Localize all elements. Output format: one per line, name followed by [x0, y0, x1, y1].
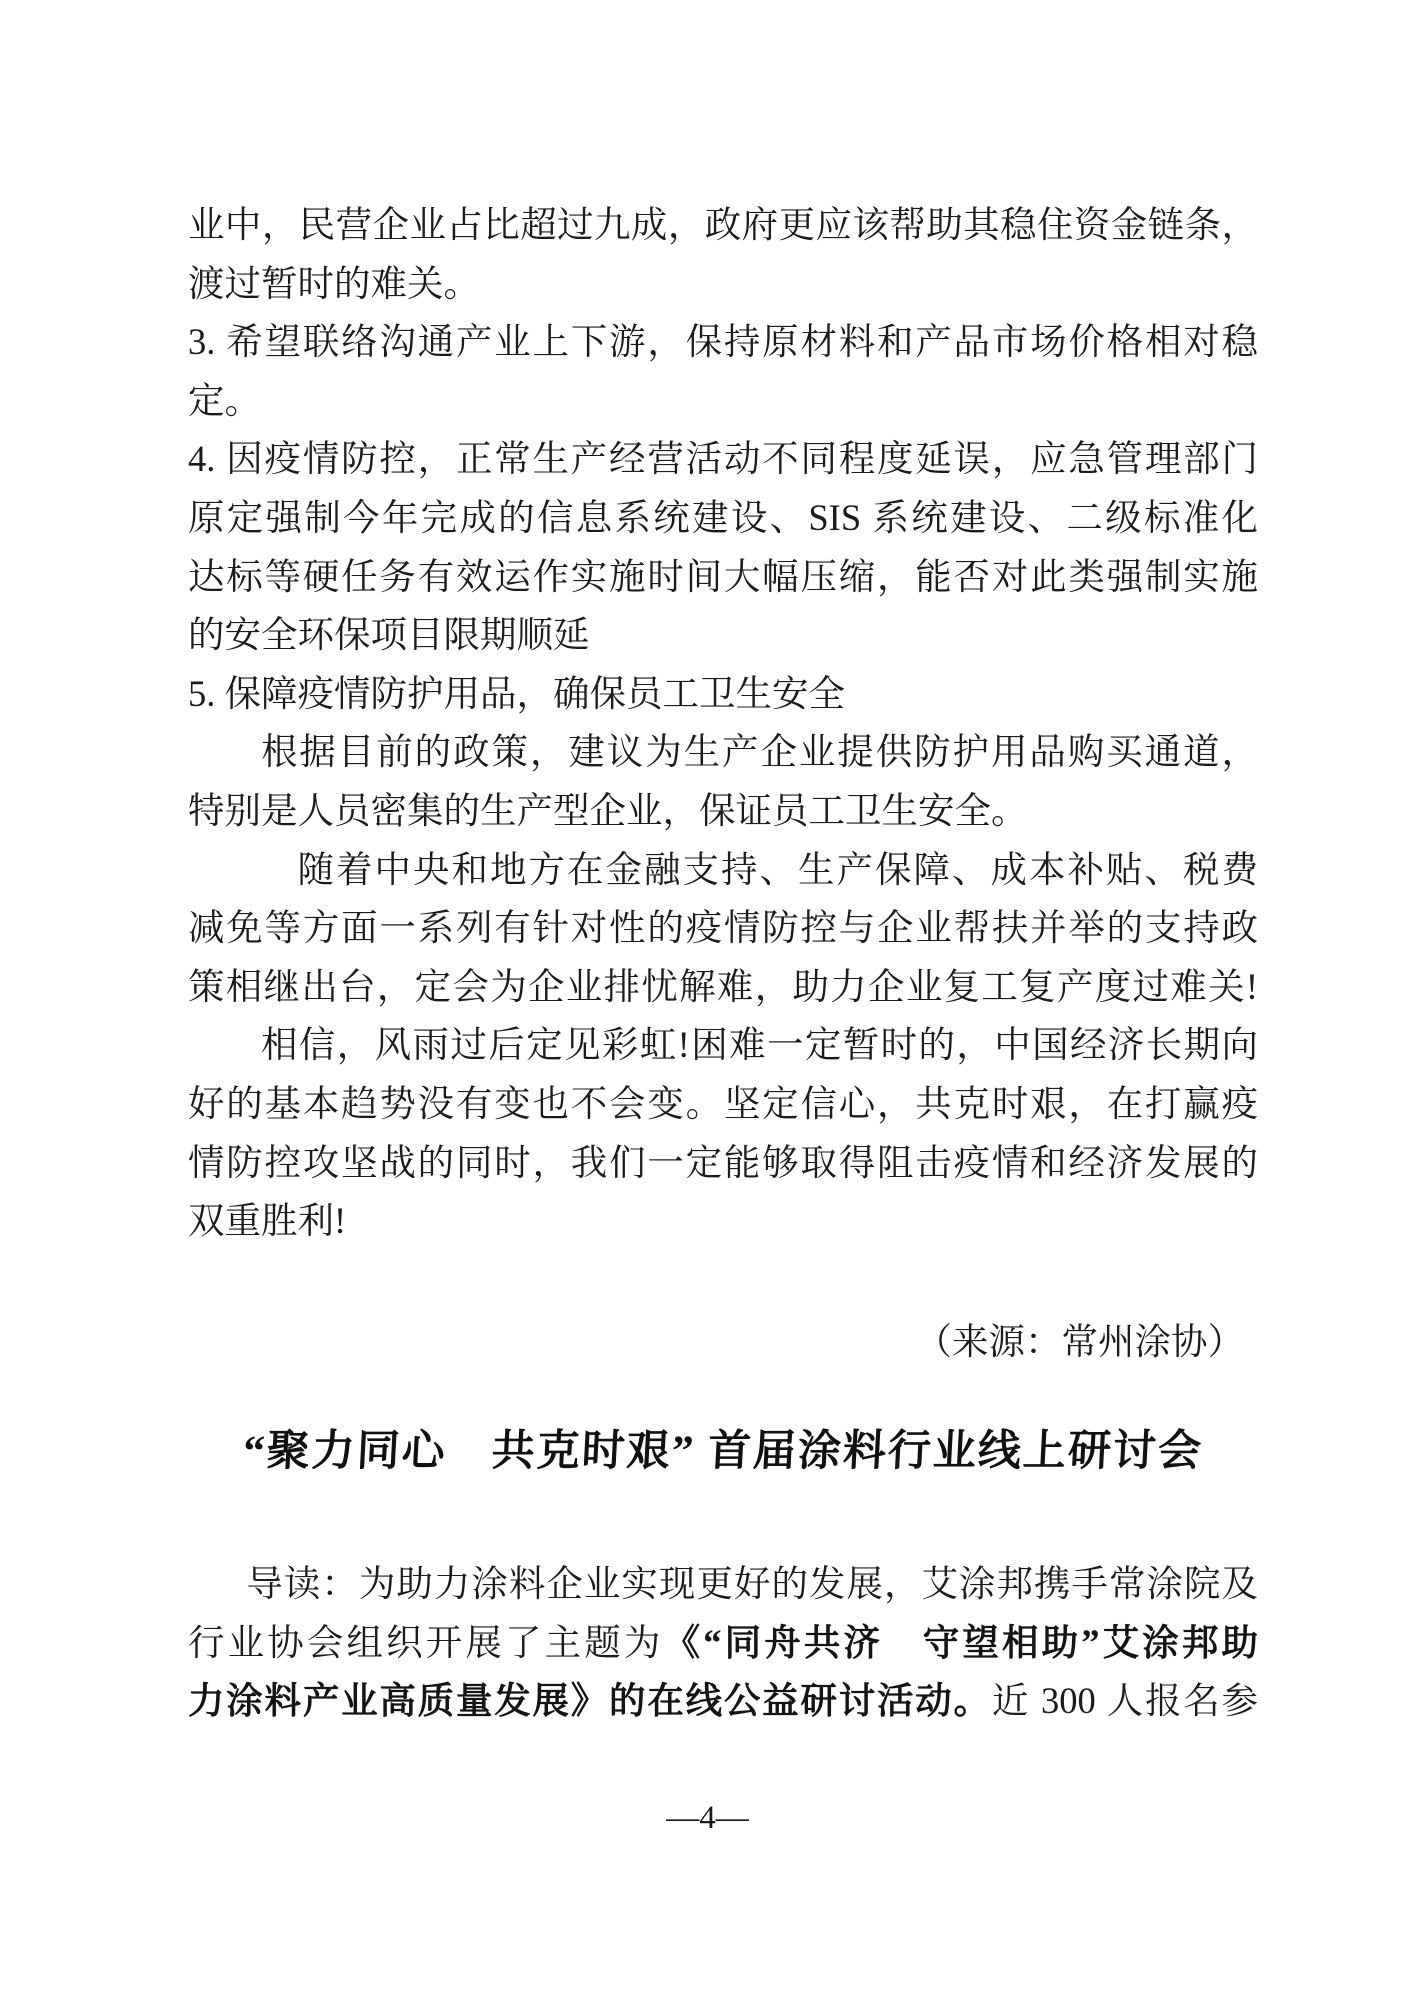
- text-line: [188, 372, 1258, 431]
- text-line: [188, 723, 1258, 782]
- bold-text-segment: 力涂料产业高质量发展》的在线公益研讨活动。: [188, 1680, 992, 1722]
- text-segment: 导读：为助力涂料企业实现更好的发展，艾涂邦携手常涂院及: [246, 1563, 1258, 1605]
- text-line: [188, 1134, 1258, 1193]
- text-line: [188, 841, 1258, 900]
- text-segment: 减免等方面一系列有针对性的疫情防控与企业帮扶并举的支持政: [188, 907, 1258, 949]
- text-line: [188, 606, 1258, 665]
- text-segment: 好的基本趋势没有变也不会变。坚定信心，共克时艰，在打赢疫: [188, 1082, 1258, 1124]
- text-segment: 近 300 人报名参: [991, 1680, 1259, 1722]
- text-line: [188, 1614, 1258, 1673]
- text-segment: 达标等硬任务有效运作实施时间大幅压缩，能否对此类强制实施: [188, 555, 1258, 597]
- text-line: [188, 1075, 1258, 1134]
- text-line: [188, 489, 1258, 548]
- text-line: [188, 255, 1258, 314]
- text-segment: 情防控攻坚战的同时，我们一定能够取得阻击疫情和经济发展的: [188, 1141, 1258, 1183]
- text-line: [188, 313, 1258, 372]
- bold-text-segment: 《“同舟共济 守望相助”艾涂邦助: [663, 1621, 1259, 1663]
- text-segment: 根据目前的政策，建议为生产企业提供防护用品购买通道，: [261, 731, 1258, 773]
- document-text-block: [188, 196, 1258, 1731]
- text-segment: 策相继出台，定会为企业排忧解难，助力企业复工复产度过难关!: [188, 965, 1258, 1007]
- source-attribution: [188, 1313, 1258, 1372]
- text-segment: 双重胜利!: [188, 1200, 347, 1242]
- text-line: [188, 1192, 1258, 1251]
- text-line: [188, 958, 1258, 1017]
- text-line: [188, 899, 1258, 958]
- text-segment: 业中，民营企业占比超过九成，政府更应该帮助其稳住资金链条，: [188, 204, 1258, 245]
- text-segment: （来源：常州涂协）: [915, 1320, 1244, 1362]
- text-line: [188, 665, 1258, 724]
- text-line: [188, 548, 1258, 607]
- text-segment: 4. 因疫情防控，正常生产经营活动不同程度延误，应急管理部门: [188, 438, 1258, 480]
- section-heading: [186, 1419, 1259, 1485]
- text-segment: “聚力同心 共克时艰” 首届涂料行业线上研讨会: [241, 1428, 1205, 1476]
- text-line: [188, 782, 1258, 841]
- text-segment: 行业协会组织开展了主题为: [188, 1621, 664, 1663]
- text-segment: 的安全环保项目限期顺延: [188, 614, 590, 656]
- text-line: [188, 1672, 1258, 1731]
- text-line: [188, 1016, 1258, 1075]
- text-segment: 特别是人员密集的生产型企业，保证员工卫生安全。: [188, 789, 1028, 831]
- page-number: —4—: [666, 1800, 749, 1836]
- text-segment: 渡过暂时的难关。: [188, 262, 480, 304]
- text-line: [188, 1555, 1258, 1614]
- text-line: [188, 430, 1258, 489]
- text-segment: 5. 保障疫情防护用品，确保员工卫生安全: [188, 672, 845, 714]
- text-segment: 定。: [188, 379, 261, 421]
- text-segment: 相信，风雨过后定见彩虹!困难一定暂时的，中国经济长期向: [261, 1024, 1258, 1066]
- text-segment: 随着中央和地方在金融支持、生产保障、成本补贴、税费: [297, 848, 1258, 890]
- text-line: [188, 196, 1258, 255]
- text-segment: 原定强制今年完成的信息系统建设、SIS 系统建设、二级标准化: [188, 496, 1258, 538]
- text-segment: 3. 希望联络沟通产业上下游，保持原材料和产品市场价格相对稳: [188, 321, 1258, 363]
